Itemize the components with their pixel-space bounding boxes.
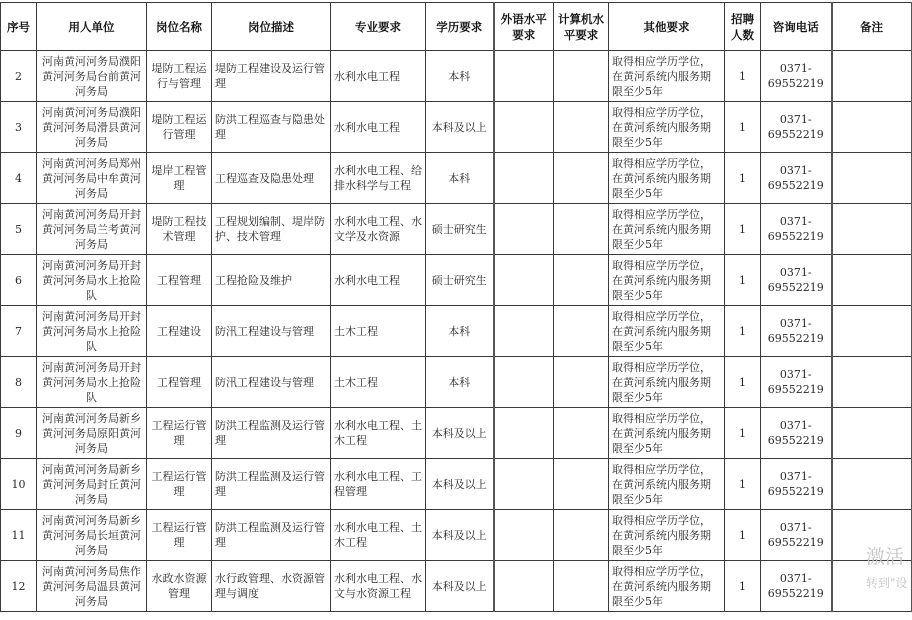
- cell-remark: [832, 255, 912, 306]
- cell-foreign-language: [494, 306, 554, 357]
- cell-no: 2: [1, 51, 37, 102]
- cell-employer: 河南黄河河务局濮阳黄河河务局滑县黄河河务局: [37, 102, 147, 153]
- cell-remark: [832, 561, 912, 612]
- cell-remark: [832, 510, 912, 561]
- cell-major: 水利水电工程: [331, 51, 426, 102]
- cell-other: 取得相应学历学位，在黄河系统内服务期限至少5年: [609, 204, 725, 255]
- cell-count: 1: [725, 204, 761, 255]
- cell-education: 本科: [426, 306, 494, 357]
- cell-computer: [554, 510, 609, 561]
- cell-position: 工程建设: [147, 306, 212, 357]
- cell-position: 工程管理: [147, 357, 212, 408]
- cell-education: 硕士研究生: [426, 204, 494, 255]
- cell-foreign-language: [494, 459, 554, 510]
- cell-other: 取得相应学历学位，在黄河系统内服务期限至少5年: [609, 102, 725, 153]
- table-row: [1, 255, 912, 306]
- cell-phone: 0371-69552219: [761, 51, 832, 102]
- cell-phone: 0371-69552219: [761, 153, 832, 204]
- cell-position: 工程运行管理: [147, 459, 212, 510]
- cell-education: 本科: [426, 357, 494, 408]
- cell-other: 取得相应学历学位，在黄河系统内服务期限至少5年: [609, 459, 725, 510]
- cell-no: 8: [1, 357, 37, 408]
- cell-no: 7: [1, 306, 37, 357]
- cell-foreign-language: [494, 255, 554, 306]
- cell-description: 防洪工程监测及运行管理: [212, 408, 331, 459]
- cell-employer: 河南黄河河务局新乡黄河河务局原阳黄河河务局: [37, 408, 147, 459]
- cell-education: 本科及以上: [426, 408, 494, 459]
- cell-major: 水利水电工程、工程管理: [331, 459, 426, 510]
- cell-no: 5: [1, 204, 37, 255]
- header-phone: 咨询电话: [761, 3, 832, 51]
- cell-remark: [832, 204, 912, 255]
- cell-other: 取得相应学历学位，在黄河系统内服务期限至少5年: [609, 306, 725, 357]
- cell-computer: [554, 357, 609, 408]
- cell-employer: 河南黄河河务局开封黄河河务局兰考黄河河务局: [37, 204, 147, 255]
- cell-description: 防汛工程建设与管理: [212, 306, 331, 357]
- cell-computer: [554, 153, 609, 204]
- cell-position: 堤防工程技术管理: [147, 204, 212, 255]
- cell-phone: 0371-69552219: [761, 408, 832, 459]
- cell-employer: 河南黄河河务局濮阳黄河河务局台前黄河河务局: [37, 51, 147, 102]
- cell-foreign-language: [494, 357, 554, 408]
- header-position: 岗位名称: [147, 3, 212, 51]
- cell-count: 1: [725, 255, 761, 306]
- cell-count: 1: [725, 459, 761, 510]
- cell-education: 本科及以上: [426, 510, 494, 561]
- cell-phone: 0371-69552219: [761, 459, 832, 510]
- cell-remark: [832, 408, 912, 459]
- table-row: [1, 357, 912, 408]
- cell-description: 防洪工程监测及运行管理: [212, 459, 331, 510]
- cell-major: 水利水电工程、给排水科学与工程: [331, 153, 426, 204]
- cell-description: 防洪工程监测及运行管理: [212, 510, 331, 561]
- cell-foreign-language: [494, 204, 554, 255]
- cell-remark: [832, 459, 912, 510]
- cell-description: 工程规划编制、堤岸防护、技术管理: [212, 204, 331, 255]
- cell-description: 堤防工程建设及运行管理: [212, 51, 331, 102]
- cell-education: 本科及以上: [426, 459, 494, 510]
- cell-major: 水利水电工程: [331, 102, 426, 153]
- cell-major: 水利水电工程: [331, 255, 426, 306]
- header-employer: 用人单位: [37, 3, 147, 51]
- cell-major: 土木工程: [331, 357, 426, 408]
- watermark-line2: 转到"设: [866, 576, 908, 590]
- table-row: [1, 510, 912, 561]
- cell-computer: [554, 255, 609, 306]
- table-row: [1, 153, 912, 204]
- header-row: [1, 3, 912, 51]
- cell-position: 堤防工程运行管理: [147, 102, 212, 153]
- cell-count: 1: [725, 153, 761, 204]
- cell-other: 取得相应学历学位，在黄河系统内服务期限至少5年: [609, 153, 725, 204]
- cell-major: 土木工程: [331, 306, 426, 357]
- table-row: [1, 102, 912, 153]
- cell-no: 11: [1, 510, 37, 561]
- table-row: [1, 561, 912, 612]
- table-row: [1, 51, 912, 102]
- cell-major: 水利水电工程、水文与水资源工程: [331, 561, 426, 612]
- cell-no: 3: [1, 102, 37, 153]
- cell-major: 水利水电工程、水文学及水资源: [331, 204, 426, 255]
- cell-phone: 0371-69552219: [761, 357, 832, 408]
- table-row: [1, 459, 912, 510]
- cell-phone: 0371-69552219: [761, 561, 832, 612]
- cell-position: 堤岸工程管理: [147, 153, 212, 204]
- header-major: 专业要求: [331, 3, 426, 51]
- cell-education: 本科: [426, 51, 494, 102]
- header-description: 岗位描述: [212, 3, 331, 51]
- cell-computer: [554, 306, 609, 357]
- cell-employer: 河南黄河河务局开封黄河河务局水上抢险队: [37, 306, 147, 357]
- cell-foreign-language: [494, 51, 554, 102]
- cell-computer: [554, 51, 609, 102]
- cell-computer: [554, 102, 609, 153]
- header-other: 其他要求: [609, 3, 725, 51]
- cell-count: 1: [725, 306, 761, 357]
- cell-other: 取得相应学历学位，在黄河系统内服务期限至少5年: [609, 561, 725, 612]
- cell-remark: [832, 357, 912, 408]
- watermark-line1: 激活: [866, 546, 905, 568]
- cell-remark: [832, 306, 912, 357]
- cell-foreign-language: [494, 102, 554, 153]
- cell-employer: 河南黄河河务局郑州黄河河务局中牟黄河河务局: [37, 153, 147, 204]
- cell-description: 工程巡查及隐患处理: [212, 153, 331, 204]
- cell-other: 取得相应学历学位，在黄河系统内服务期限至少5年: [609, 51, 725, 102]
- cell-foreign-language: [494, 153, 554, 204]
- header-education: 学历要求: [426, 3, 494, 51]
- cell-other: 取得相应学历学位，在黄河系统内服务期限至少5年: [609, 408, 725, 459]
- cell-other: 取得相应学历学位，在黄河系统内服务期限至少5年: [609, 255, 725, 306]
- cell-employer: 河南黄河河务局新乡黄河河务局长垣黄河河务局: [37, 510, 147, 561]
- cell-position: 工程管理: [147, 255, 212, 306]
- cell-no: 9: [1, 408, 37, 459]
- cell-remark: [832, 51, 912, 102]
- cell-employer: 河南黄河河务局焦作黄河河务局温县黄河河务局: [37, 561, 147, 612]
- cell-foreign-language: [494, 408, 554, 459]
- cell-position: 水政水资源管理: [147, 561, 212, 612]
- cell-position: 工程运行管理: [147, 408, 212, 459]
- cell-computer: [554, 459, 609, 510]
- cell-position: 工程运行管理: [147, 510, 212, 561]
- cell-computer: [554, 204, 609, 255]
- table-row: [1, 204, 912, 255]
- header-foreign-language: 外语水平要求: [494, 3, 554, 51]
- cell-education: 本科: [426, 153, 494, 204]
- cell-no: 4: [1, 153, 37, 204]
- cell-foreign-language: [494, 561, 554, 612]
- cell-other: 取得相应学历学位，在黄河系统内服务期限至少5年: [609, 357, 725, 408]
- cell-major: 水利水电工程、土木工程: [331, 510, 426, 561]
- cell-no: 10: [1, 459, 37, 510]
- cell-education: 本科及以上: [426, 102, 494, 153]
- cell-education: 硕士研究生: [426, 255, 494, 306]
- table-header: [1, 3, 912, 51]
- cell-count: 1: [725, 51, 761, 102]
- cell-employer: 河南黄河河务局开封黄河河务局水上抢险队: [37, 255, 147, 306]
- cell-phone: 0371-69552219: [761, 306, 832, 357]
- cell-computer: [554, 408, 609, 459]
- cell-description: 防汛工程建设与管理: [212, 357, 331, 408]
- header-remark: 备注: [832, 3, 912, 51]
- cell-major: 水利水电工程、土木工程: [331, 408, 426, 459]
- cell-no: 12: [1, 561, 37, 612]
- cell-phone: 0371-69552219: [761, 204, 832, 255]
- cell-remark: [832, 153, 912, 204]
- cell-education: 本科及以上: [426, 561, 494, 612]
- cell-count: 1: [725, 561, 761, 612]
- cell-computer: [554, 561, 609, 612]
- table-row: [1, 306, 912, 357]
- cell-count: 1: [725, 102, 761, 153]
- table-body: [1, 51, 912, 612]
- cell-description: 水行政管理、水资源管理与调度: [212, 561, 331, 612]
- cell-phone: 0371-69552219: [761, 510, 832, 561]
- cell-phone: 0371-69552219: [761, 102, 832, 153]
- cell-other: 取得相应学历学位，在黄河系统内服务期限至少5年: [609, 510, 725, 561]
- cell-remark: [832, 102, 912, 153]
- cell-count: 1: [725, 408, 761, 459]
- cell-foreign-language: [494, 510, 554, 561]
- cell-description: 防洪工程巡查与隐患处理: [212, 102, 331, 153]
- table-row: [1, 408, 912, 459]
- job-posting-table: [0, 2, 912, 612]
- cell-position: 堤防工程运行与管理: [147, 51, 212, 102]
- cell-employer: 河南黄河河务局新乡黄河河务局封丘黄河河务局: [37, 459, 147, 510]
- header-count: 招聘人数: [725, 3, 761, 51]
- header-computer: 计算机水平要求: [554, 3, 609, 51]
- cell-no: 6: [1, 255, 37, 306]
- cell-phone: 0371-69552219: [761, 255, 832, 306]
- header-no: 序号: [1, 3, 37, 51]
- cell-count: 1: [725, 357, 761, 408]
- cell-employer: 河南黄河河务局开封黄河河务局水上抢险队: [37, 357, 147, 408]
- cell-count: 1: [725, 510, 761, 561]
- cell-description: 工程抢险及维护: [212, 255, 331, 306]
